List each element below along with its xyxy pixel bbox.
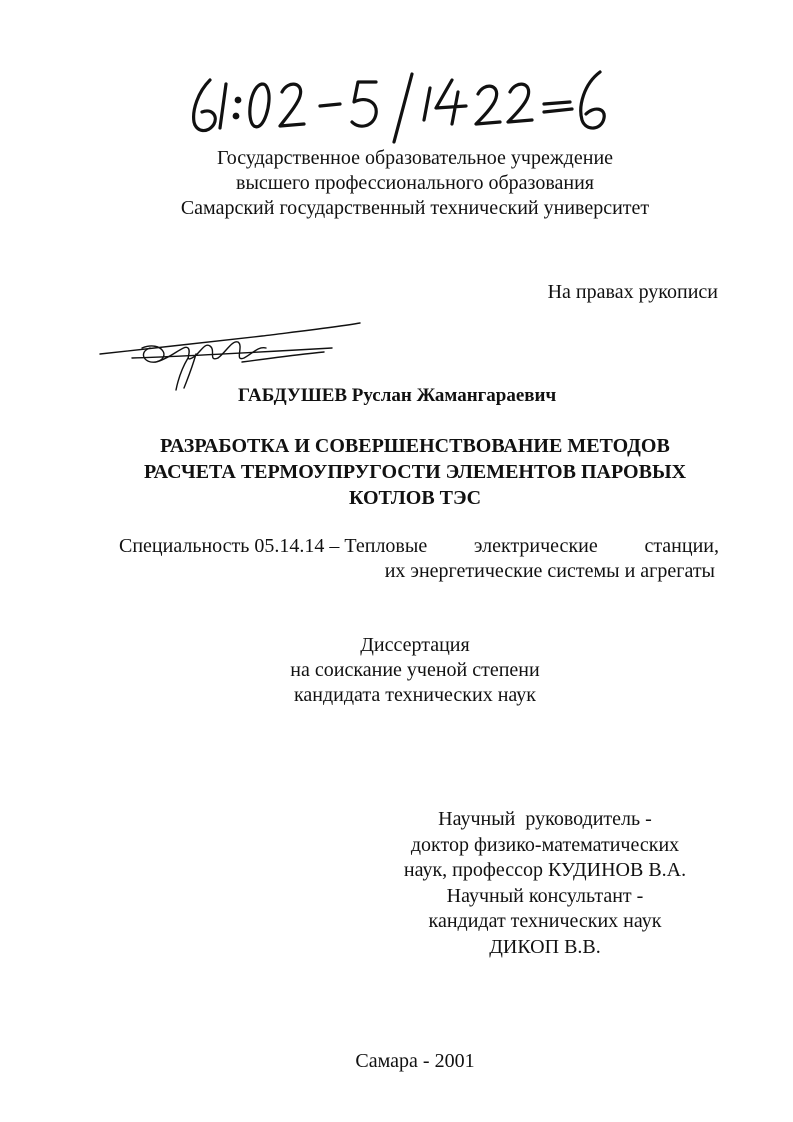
dissertation-title xyxy=(105,433,725,511)
handwritten-number xyxy=(180,62,660,148)
author-name: ГАБДУШЕВ Руслан Жамангараевич xyxy=(238,385,557,406)
advisor-line: Научный руководитель - xyxy=(438,808,652,830)
specialty-part: электрические xyxy=(473,535,598,557)
rights-note: На правах рукописи xyxy=(547,281,718,303)
institution-line: Государственное образовательное учреждение xyxy=(216,147,614,169)
degree-line: кандидата технических наук xyxy=(293,684,537,706)
institution-block xyxy=(100,146,730,221)
dissertation-degree-block xyxy=(215,633,615,708)
city-year: Самара - 2001 xyxy=(355,1050,475,1072)
institution-line: Самарский государственный технический университет xyxy=(180,197,650,219)
specialty-line-2: их энергетические системы и агрегаты xyxy=(384,560,715,582)
title-line: КОТЛОВ ТЭС xyxy=(348,487,482,509)
specialty-part: станции, xyxy=(644,535,719,557)
advisor-line: наук, профессор КУДИНОВ В.А. xyxy=(403,859,687,881)
advisor-line: ДИКОП В.В. xyxy=(489,935,601,958)
specialty-line-1 xyxy=(119,535,719,558)
degree-line: на соискание ученой степени xyxy=(290,659,540,681)
advisor-line: кандидат технических наук xyxy=(428,910,662,932)
specialty-part: Специальность 05.14.14 – Тепловые xyxy=(119,535,428,557)
advisor-line: Научный консультант - xyxy=(446,884,644,907)
institution-line: высшего профессионального образования xyxy=(236,172,594,194)
title-line: РАСЧЕТА ТЕРМОУПРУГОСТИ ЭЛЕМЕНТОВ ПАРОВЫХ xyxy=(143,461,687,483)
advisor-line: доктор физико-математических xyxy=(410,833,680,856)
degree-line: Диссертация xyxy=(360,634,470,656)
title-line: РАЗРАБОТКА И СОВЕРШЕНСТВОВАНИЕ МЕТОДОВ xyxy=(160,435,670,457)
advisor-block xyxy=(365,807,725,960)
